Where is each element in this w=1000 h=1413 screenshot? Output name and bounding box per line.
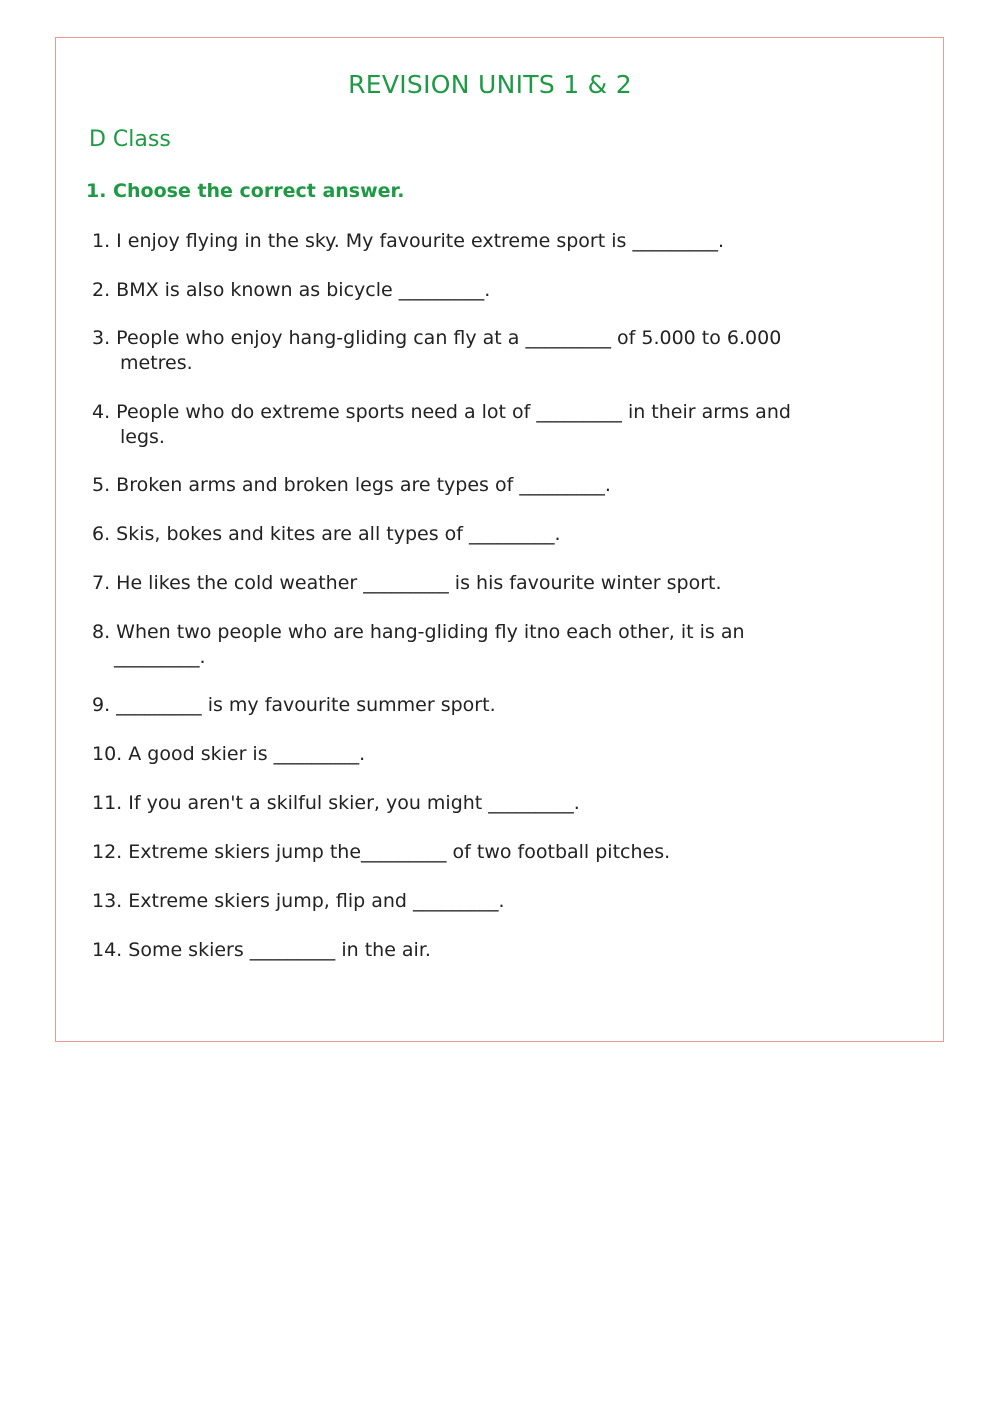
question-9 (92, 693, 882, 718)
question-continuation: legs. (120, 426, 165, 448)
question-text: 13. Extreme skiers jump, flip and _________. (92, 890, 505, 912)
question-2 (92, 278, 882, 303)
question-text: 5. Broken arms and broken legs are types of _________. (92, 474, 611, 496)
question-text: 11. If you aren't a skilful skier, you might _________. (92, 792, 580, 814)
exercise-instruction: 1. Choose the correct answer. (86, 180, 405, 202)
question-4 (92, 400, 882, 450)
question-5 (92, 473, 882, 498)
question-10 (92, 742, 882, 767)
question-text: 12. Extreme skiers jump the_________ of two football pitches. (92, 841, 671, 863)
question-continuation: _________. (114, 646, 206, 668)
question-7 (92, 571, 882, 596)
question-text: 2. BMX is also known as bicycle _________. (92, 279, 491, 301)
question-3 (92, 326, 882, 376)
question-13 (92, 889, 882, 914)
class-label: D Class (89, 127, 171, 152)
question-14 (92, 938, 882, 963)
question-12 (92, 840, 882, 865)
question-text: 8. When two people who are hang-gliding fly itno each other, it is an (92, 621, 745, 643)
question-text: 4. People who do extreme sports need a lot of _________ in their arms and (92, 401, 791, 423)
worksheet-title: REVISION UNITS 1 & 2 (348, 70, 632, 99)
question-8 (92, 620, 882, 670)
question-6 (92, 522, 882, 547)
question-text: 9. _________ is my favourite summer sport. (92, 694, 496, 716)
question-text: 10. A good skier is _________. (92, 743, 366, 765)
question-1 (92, 229, 882, 254)
question-text: 3. People who enjoy hang-gliding can fly at a _________ of 5.000 to 6.000 (92, 327, 782, 349)
question-text: 1. I enjoy flying in the sky. My favourite extreme sport is _________. (92, 230, 724, 252)
question-continuation: metres. (120, 352, 193, 374)
question-text: 7. He likes the cold weather _________ is his favourite winter sport. (92, 572, 722, 594)
question-text: 14. Some skiers _________ in the air. (92, 939, 431, 961)
question-text: 6. Skis, bokes and kites are all types of _________. (92, 523, 561, 545)
question-11 (92, 791, 882, 816)
